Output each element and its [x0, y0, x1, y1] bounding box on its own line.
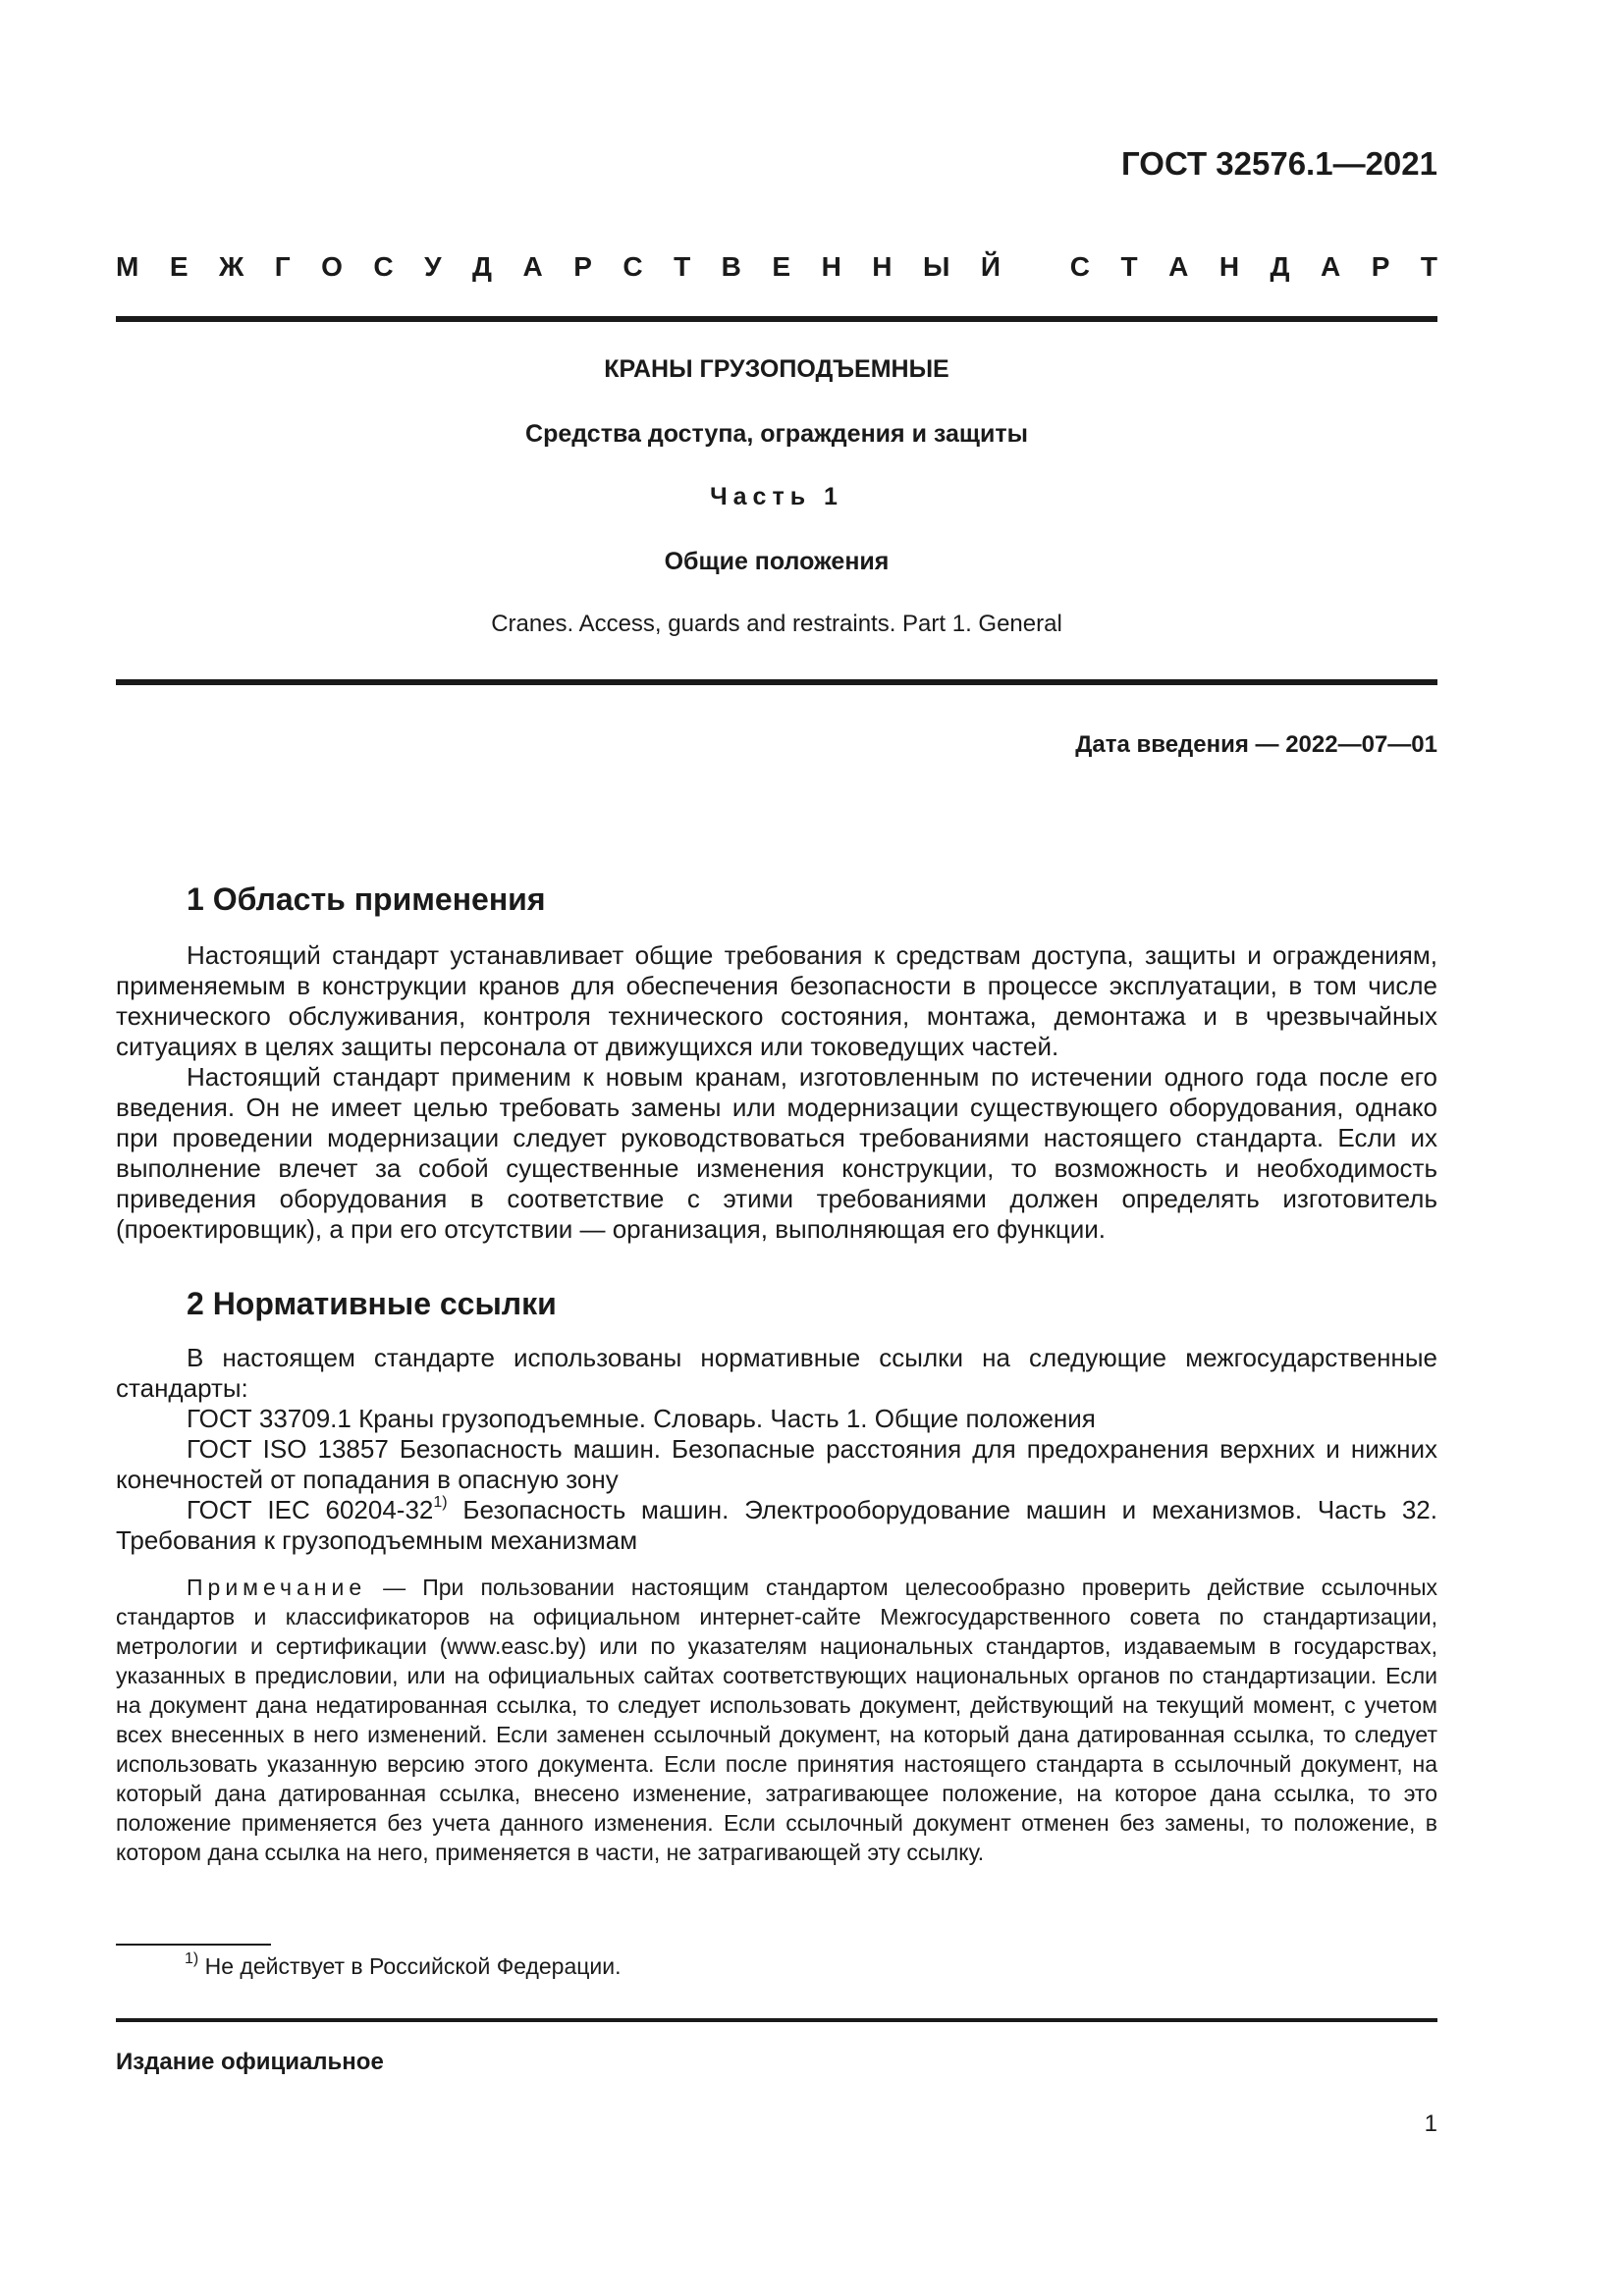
top-divider: [116, 316, 1437, 322]
official-edition: Издание официальное: [116, 2049, 384, 2075]
introduction-date: Дата введения — 2022—07—01: [1075, 731, 1437, 758]
footnote-marker: 1): [433, 1494, 448, 1512]
interstate-heading-letter: С: [1069, 251, 1091, 282]
interstate-heading-letter: У: [424, 251, 442, 282]
interstate-heading-letter: [1032, 251, 1040, 283]
footnote-mark: 1): [185, 1950, 199, 1968]
title-divider: [116, 679, 1437, 685]
footnote-text: Не действует в Российской Федерации.: [198, 1953, 622, 1979]
section-1-body: [116, 940, 1437, 1245]
interstate-heading-letter: В: [721, 251, 741, 282]
interstate-heading-letter: Ы: [923, 251, 950, 282]
interstate-heading-letter: Р: [573, 251, 592, 282]
interstate-heading-letter: А: [1320, 251, 1341, 282]
footnote-divider: [116, 1944, 271, 1946]
interstate-heading-letter: Й: [980, 251, 1001, 282]
page-number: 1: [1424, 2110, 1437, 2137]
interstate-heading-letter: Т: [1120, 251, 1138, 282]
interstate-heading-letter: Д: [472, 251, 492, 282]
reference-title: Безопасность машин. Электрооборудование машин и механизмов. Часть 32. Требования к грузоподъемным механизмам: [116, 1495, 1437, 1555]
section-1-paragraph: Настоящий стандарт устанавливает общие требования к средствам доступа, защиты и ограждениям, применяемым в конструкции кранов для обеспечения безопасности в процессе эксплуатации, в том числе технического обслуживания, контроля технического состояния, монтажа, демонтажа и в чрезвычайных ситуациях в целях защиты персонала от движущихся или токоведущих частей.: [116, 940, 1437, 1061]
interstate-heading-letter: Н: [1218, 251, 1240, 282]
section-2-body: [116, 1343, 1437, 1556]
interstate-heading-letter: Е: [169, 251, 189, 282]
reference-item: ГОСТ ISO 13857 Безопасность машин. Безопасные расстояния для предохранения верхних и нижних конечностей от попадания в опасную зону: [116, 1434, 1437, 1494]
reference-item: [116, 1495, 1437, 1556]
interstate-heading-letter: Г: [274, 251, 291, 282]
note-label: Примечание: [187, 1575, 367, 1600]
interstate-heading-letter: О: [321, 251, 343, 282]
section-1-paragraph: Настоящий стандарт применим к новым кранам, изготовленным по истечении одного года после его введения. Он не имеет целью требовать замены или модернизации существующего оборудования, однако при проведении модернизации следует руководствоваться требованиями настоящего стандарта. Если их выполнение влечет за собой существенные изменения конструкции, то возможность и необходимость приведения оборудования в соответствие с этими требованиями должен определять изготовитель (проектировщик), а при его отсутствии — организация, выполняющая его функции.: [116, 1062, 1437, 1244]
note-text: — При пользовании настоящим стандартом целесообразно проверить действие ссылочных стандартов и классификаторов на официальном интернет-сайте Межгосударственного совета по стандартизации, метрологии и сертификации (www.easc.by) или по указателям национальных стандартов, издаваемым в государствах, указанных в предисловии, или на официальных сайтах соответствующих национальных органов по стандартизации. Если на документ дана недатированная ссылка, то следует использовать документ, действующий на текущий момент, с учетом всех внесенных в него изменений. Если заменен ссылочный документ, на который дана датированная ссылка, то следует использовать указанную версию этого документа. Если после принятия настоящего стандарта в ссылочный документ, на который дана датированная ссылка, внесено изменение, затрагивающее положение, на которое дана ссылка, то это положение применяется без учета данного изменения. Если ссылочный документ отменен без замены, то положение, в котором дана ссылка на него, применяется в части, не затрагивающей эту ссылку.: [116, 1575, 1437, 1865]
interstate-heading-letter: М: [116, 251, 139, 282]
interstate-heading-letter: Ж: [218, 251, 244, 282]
section-2-title: 2 Нормативные ссылки: [187, 1286, 557, 1321]
reference-item: ГОСТ 33709.1 Краны грузоподъемные. Словарь. Часть 1. Общие положения: [187, 1404, 1096, 1433]
interstate-heading-letter: Н: [821, 251, 841, 282]
footer-divider: [116, 2018, 1437, 2022]
section-1-title: 1 Область применения: [187, 881, 546, 917]
references-intro: В настоящем стандарте использованы нормативные ссылки на следующие межгосударственные стандарты:: [116, 1343, 1437, 1403]
interstate-heading-letter: Н: [872, 251, 893, 282]
footnote: [185, 1950, 622, 1980]
reference-code: ГОСТ IEC 60204-32: [187, 1495, 434, 1524]
interstate-heading-letter: А: [522, 251, 543, 282]
title-subtitle: Средства доступа, ограждения и защиты: [525, 420, 1028, 448]
interstate-heading-letter: А: [1168, 251, 1189, 282]
interstate-heading-letter: Е: [772, 251, 791, 282]
interstate-standard-heading: [116, 251, 1437, 283]
note: [116, 1573, 1437, 1867]
title-main: КРАНЫ ГРУЗОПОДЪЕМНЫЕ: [604, 355, 949, 383]
interstate-heading-letter: Д: [1270, 251, 1290, 282]
gost-number: ГОСТ 32576.1—2021: [1121, 145, 1437, 182]
title-part: Часть 1: [710, 483, 843, 510]
interstate-heading-letter: С: [623, 251, 643, 282]
interstate-heading-letter: Р: [1371, 251, 1390, 282]
title-general: Общие положения: [664, 548, 890, 575]
interstate-heading-letter: Т: [674, 251, 691, 282]
interstate-heading-letter: С: [373, 251, 394, 282]
title-english: Cranes. Access, guards and restraints. Part 1. General: [491, 611, 1062, 637]
interstate-heading-letter: Т: [1420, 251, 1437, 282]
